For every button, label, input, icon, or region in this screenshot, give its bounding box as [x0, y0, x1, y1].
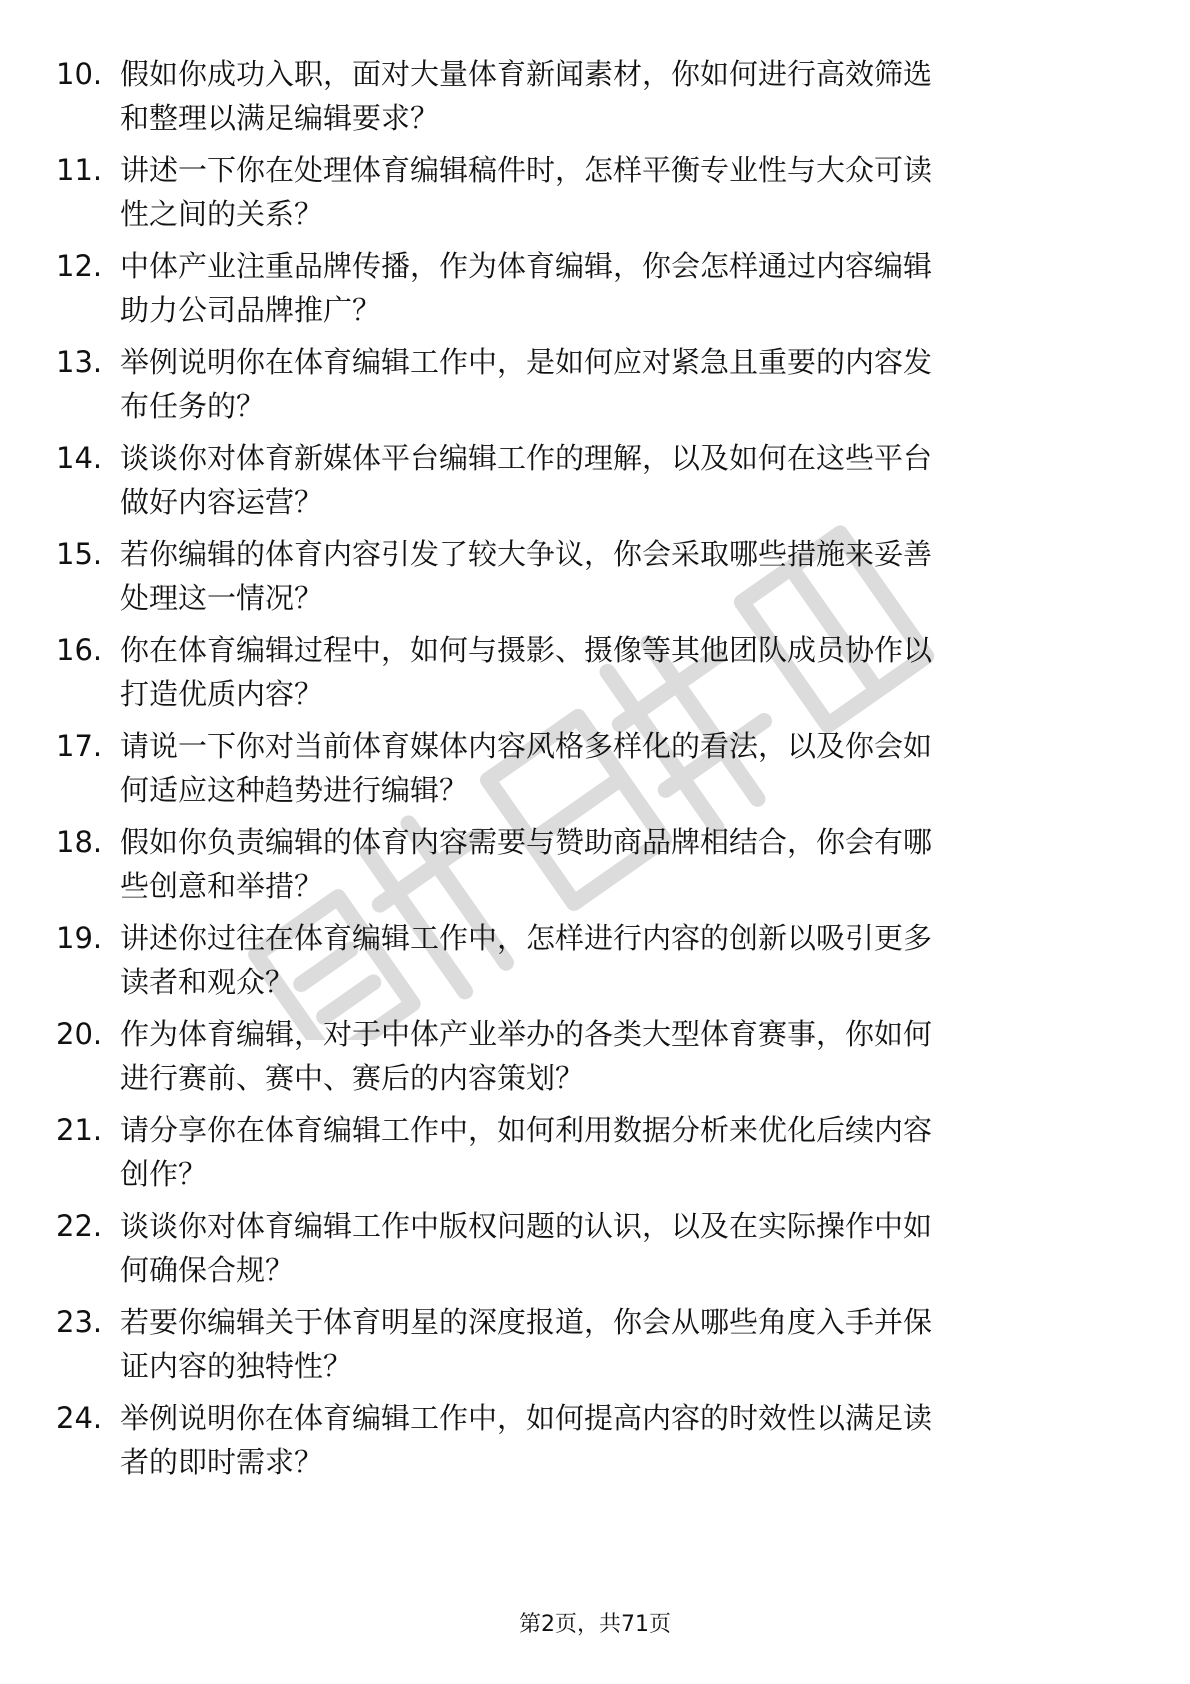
question-text-line-2: 些创意和举措？: [120, 869, 324, 903]
question-text-line-1: 作为体育编辑，对于中体产业举办的各类大型体育赛事，你如何: [120, 1017, 933, 1051]
question-number: 20.: [56, 1017, 103, 1051]
question-number: 21.: [56, 1113, 103, 1147]
question-text-line-1: 假如你负责编辑的体育内容需要与赞助商品牌相结合，你会有哪: [120, 825, 933, 859]
question-item: [0, 1300, 1190, 1388]
question-text-line-2: 者的即时需求？: [120, 1445, 324, 1479]
question-item: [0, 52, 1190, 140]
question-text-line-1: 请分享你在体育编辑工作中，如何利用数据分析来优化后续内容: [120, 1113, 933, 1147]
question-text-line-1: 若要你编辑关于体育明星的深度报道，你会从哪些角度入手并保: [120, 1305, 933, 1339]
question-text-line-1: 你在体育编辑过程中，如何与摄影、摄像等其他团队成员协作以: [120, 633, 933, 667]
question-number: 12.: [56, 249, 103, 283]
question-text-line-2: 助力公司品牌推广？: [120, 293, 382, 327]
page-number: 第2页，共71页: [519, 1612, 671, 1637]
question-item: [0, 436, 1190, 524]
question-number: 16.: [56, 633, 103, 667]
question-text-line-1: 讲述一下你在处理体育编辑稿件时，怎样平衡专业性与大众可读: [120, 153, 933, 187]
question-text-line-2: 何适应这种趋势进行编辑？: [120, 773, 469, 807]
question-item: [0, 532, 1190, 620]
question-text-line-2: 何确保合规？: [120, 1253, 295, 1287]
question-item: [0, 148, 1190, 236]
question-item: [0, 340, 1190, 428]
question-item: [0, 916, 1190, 1004]
question-number: 17.: [56, 729, 103, 763]
question-text-line-1: 若你编辑的体育内容引发了较大争议，你会采取哪些措施来妥善: [120, 537, 933, 571]
question-text-line-1: 举例说明你在体育编辑工作中，如何提高内容的时效性以满足读: [120, 1401, 933, 1435]
question-text-line-1: 举例说明你在体育编辑工作中，是如何应对紧急且重要的内容发: [120, 345, 933, 379]
question-text-line-2: 做好内容运营？: [120, 485, 324, 519]
question-item: [0, 1108, 1190, 1196]
question-text-line-2: 证内容的独特性？: [120, 1349, 353, 1383]
question-number: 23.: [56, 1305, 103, 1339]
question-number: 13.: [56, 345, 103, 379]
question-text-line-2: 处理这一情况？: [120, 581, 324, 615]
question-text-line-2: 性之间的关系？: [120, 197, 324, 231]
question-text-line-1: 假如你成功入职，面对大量体育新闻素材，你如何进行高效筛选: [120, 57, 933, 91]
question-text-line-1: 讲述你过往在体育编辑工作中，怎样进行内容的创新以吸引更多: [120, 921, 933, 955]
question-number: 14.: [56, 441, 103, 475]
question-number: 19.: [56, 921, 103, 955]
question-text-line-1: 谈谈你对体育新媒体平台编辑工作的理解，以及如何在这些平台: [120, 441, 933, 475]
question-text-line-2: 创作？: [120, 1157, 208, 1191]
question-number: 11.: [56, 153, 103, 187]
question-text-line-2: 读者和观众？: [120, 965, 295, 999]
question-text-line-2: 打造优质内容？: [120, 677, 324, 711]
question-item: [0, 1012, 1190, 1100]
question-number: 24.: [56, 1401, 103, 1435]
question-number: 22.: [56, 1209, 103, 1243]
question-text-line-2: 进行赛前、赛中、赛后的内容策划？: [120, 1061, 585, 1095]
question-number: 15.: [56, 537, 103, 571]
question-item: [0, 628, 1190, 716]
question-item: [0, 244, 1190, 332]
question-item: [0, 724, 1190, 812]
question-text-line-2: 布任务的？: [120, 389, 266, 423]
question-text-line-2: 和整理以满足编辑要求？: [120, 101, 440, 135]
question-item: [0, 1204, 1190, 1292]
question-text-line-1: 请说一下你对当前体育媒体内容风格多样化的看法，以及你会如: [120, 729, 933, 763]
question-text-line-1: 中体产业注重品牌传播，作为体育编辑，你会怎样通过内容编辑: [120, 249, 933, 283]
question-number: 18.: [56, 825, 103, 859]
question-item: [0, 820, 1190, 908]
question-text-line-1: 谈谈你对体育编辑工作中版权问题的认识，以及在实际操作中如: [120, 1209, 933, 1243]
question-item: [0, 1396, 1190, 1484]
question-number: 10.: [56, 57, 103, 91]
